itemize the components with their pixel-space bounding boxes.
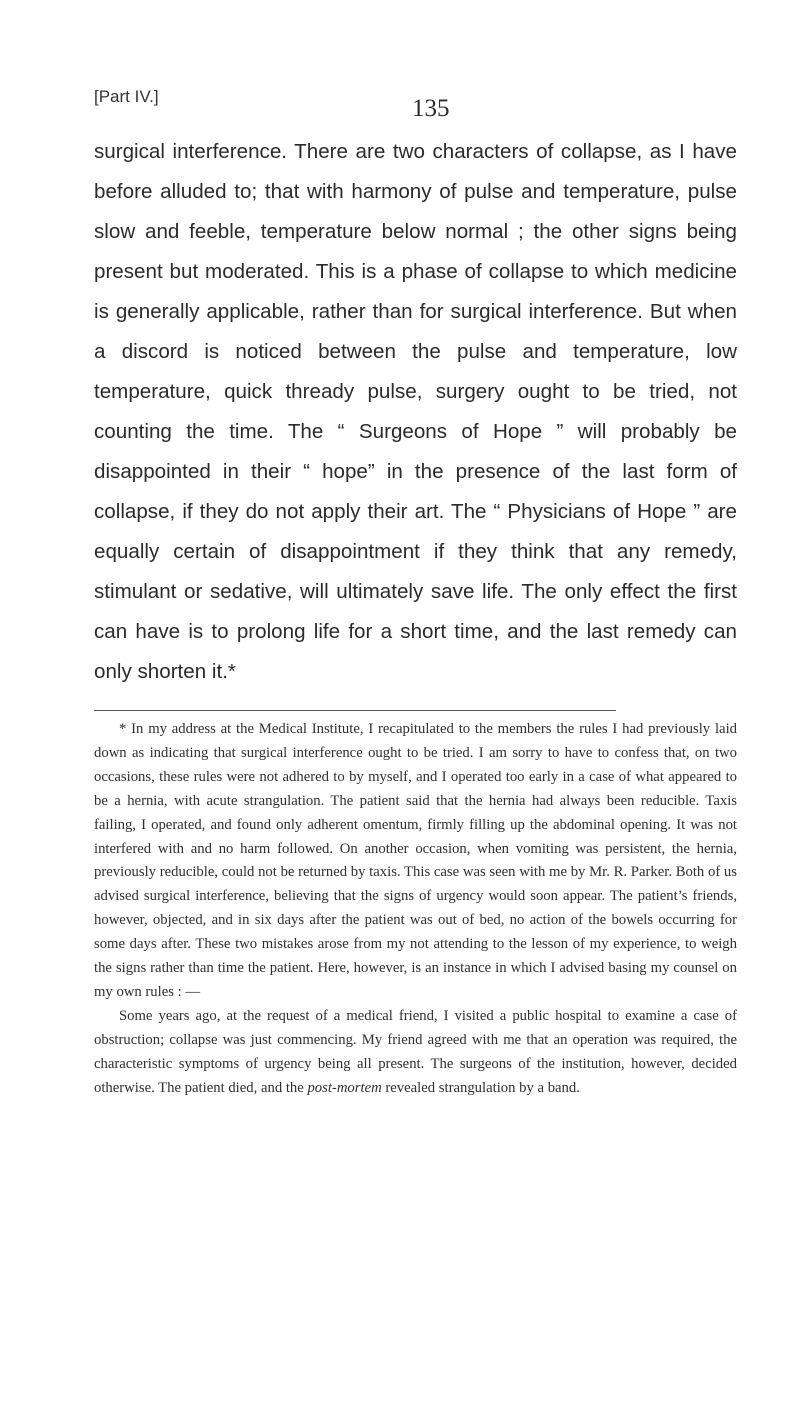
footnote (94, 718, 737, 1101)
page-number: 135 (412, 95, 450, 122)
body-text (94, 132, 737, 692)
footnote-paragraph-2-start: Some years ago, at the request of a medical friend, I visited a public hospital to examine a case of obstruction; collapse was just commencing. My friend agreed with me that an operation was required, the characteristic symptoms of urgency being all present. The surgeons of the institution, however, decided otherwise. The patient died, and the (94, 1007, 737, 1096)
page-header (94, 87, 706, 122)
footnote-divider (94, 710, 616, 711)
post-mortem-term: post-mortem (307, 1079, 382, 1096)
body-paragraph: surgical interference. There are two characters of collapse, as I have before alluded to; that with harmony of pulse and temperature, pulse slow and feeble, temperature below normal ; the other signs being present but moderated. This is a phase of collapse to which medicine is generally applicable, rather than for surgical interference. But when a discord is noticed between the pulse and temperature, low temperature, quick thready pulse, surgery ought to be tried, not counting the time. The “ Surgeons of Hope ” will probably be disappointed in their “ hope” in the presence of the last form of collapse, if they do not apply their art. The “ Physicians of Hope ” are equally certain of disappointment if they think that any remedy, stimulant or sedative, will ultimately save life. The only effect the first can have is to prolong life for a short time, and the last remedy can only shorten it.* (94, 140, 737, 683)
footnote-paragraph-2 (94, 1005, 737, 1101)
part-label: [Part IV.] (94, 87, 159, 106)
footnote-paragraph-2-end: revealed strangulation by a band. (381, 1079, 580, 1096)
footnote-paragraph-1: * In my address at the Medical Institute, I recapitulated to the members the rules I had previously laid down as indicating that surgical interference ought to be tried. I am sorry to have to confess that, on two occasions, these rules were not adhered to by myself, and I operated too early in a case of what appeared to be a hernia, with acute strangulation. The patient said that the hernia had always been reducible. Taxis failing, I operated, and found only adherent omentum, firmly filling up the abdominal opening. It was not interfered with and no harm followed. On another occasion, when vomiting was persistent, the hernia, previously reducible, could not be returned by taxis. This case was seen with me by Mr. R. Parker. Both of us advised surgical interference, believing that the signs of urgency would soon appear. The patient’s friends, however, objected, and in six days after the patient was out of bed, no action of the bowels occurring for some days after. These two mistakes arose from my not attending to the lesson of my experience, to weigh the signs rather than time the patient. Here, however, is an instance in which I advised basing my counsel on my own rules : — (94, 721, 737, 1000)
